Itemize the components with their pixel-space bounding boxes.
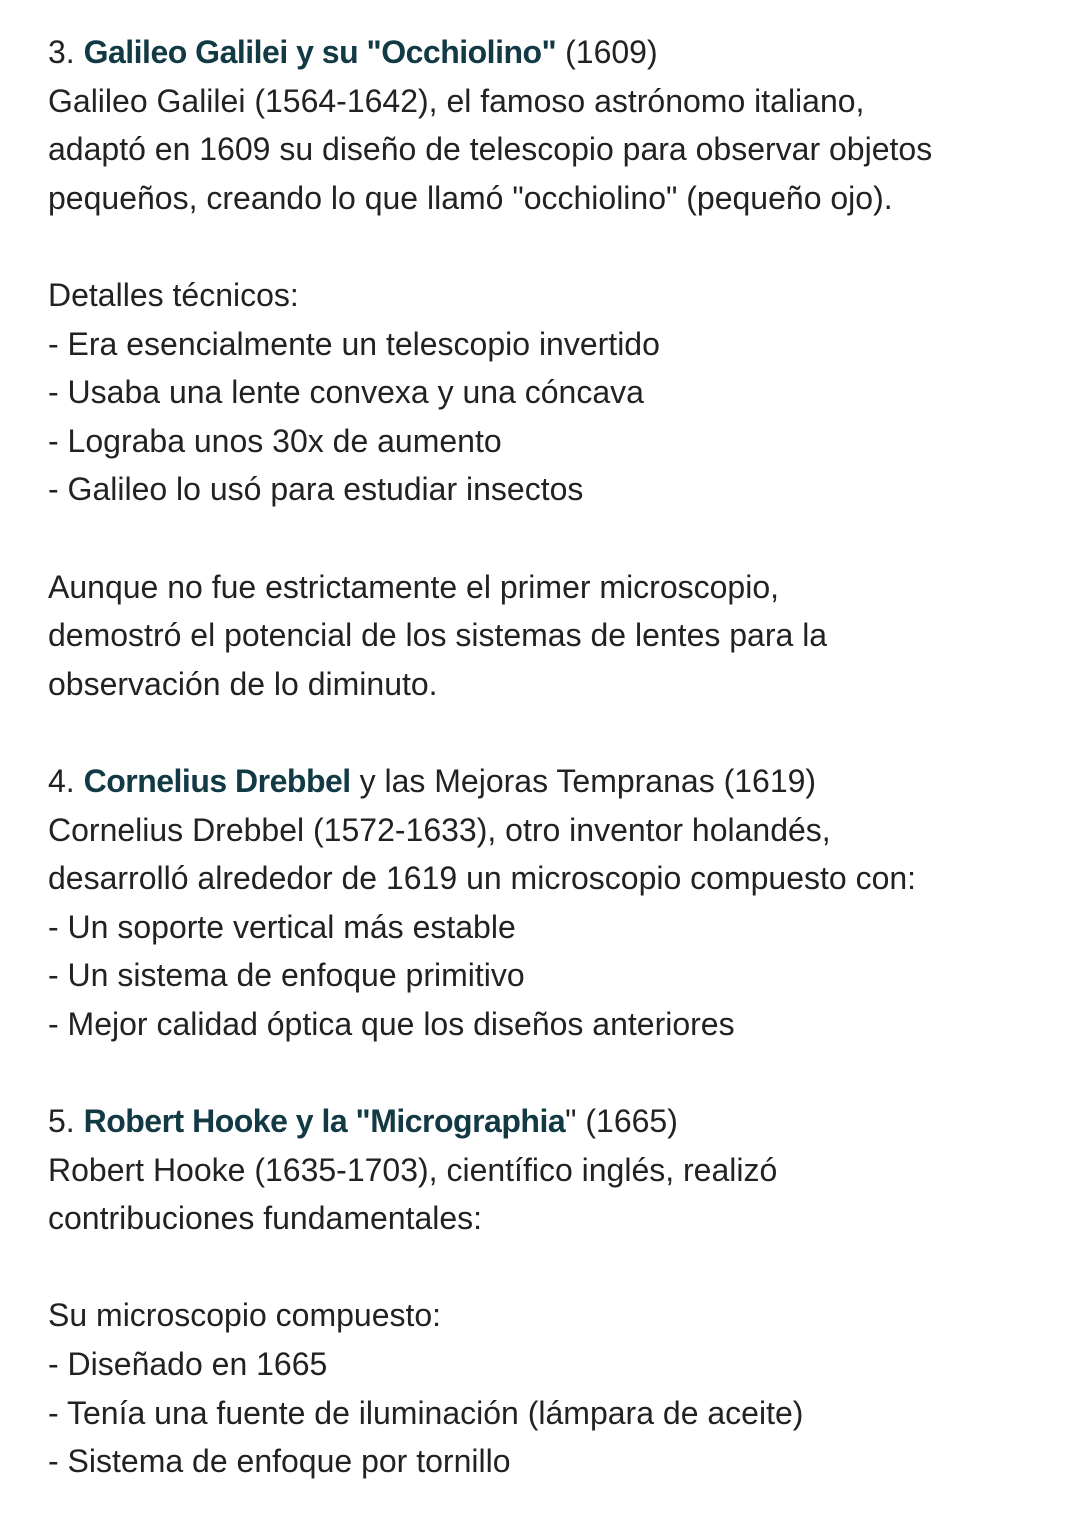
heading-rest: " (1665) (565, 1103, 678, 1140)
heading-title: Cornelius Drebbel (83, 762, 351, 799)
paragraph-line: contribuciones fundamentales: (48, 1200, 483, 1237)
list-item: - Galileo lo usó para estudiar insectos (48, 471, 584, 508)
blank-line (48, 1048, 932, 1097)
heading-title: Robert Hooke y la "Micrographia (83, 1103, 566, 1140)
heading-title: Galileo Galilei y su "Occhiolino" (83, 34, 557, 70)
list-item: - Era esencialmente un telescopio invertido (48, 325, 660, 362)
paragraph-line: demostró el potencial de los sistemas de lentes para la (48, 617, 828, 654)
paragraph-line: Galileo Galilei (1564-1642), el famoso astrónomo italiano, (48, 82, 865, 119)
list-item: - Un soporte vertical más estable (48, 908, 516, 945)
blank-line (48, 708, 932, 757)
list-item: - Sistema de enfoque por tornillo (48, 1443, 511, 1480)
details-label: Detalles técnicos: (48, 276, 299, 313)
blank-line (48, 222, 932, 271)
list-item: - Diseñado en 1665 (48, 1346, 328, 1383)
heading-number: 5. (48, 1103, 84, 1140)
heading-year: (1609) (556, 34, 658, 70)
heading-number: 4. (48, 762, 84, 799)
microscope-label: Su microscopio compuesto: (48, 1297, 442, 1334)
paragraph-line: Robert Hooke (1635-1703), científico inglés, realizó (48, 1151, 778, 1188)
blank-line (48, 514, 932, 563)
paragraph-line: adaptó en 1609 su diseño de telescopio para observar objetos (48, 131, 933, 168)
list-item: - Un sistema de enfoque primitivo (48, 957, 525, 994)
section-5-heading (48, 1097, 932, 1146)
paragraph-line: Cornelius Drebbel (1572-1633), otro inventor holandés, (48, 811, 831, 848)
heading-rest: y las Mejoras Tempranas (1619) (350, 762, 817, 799)
list-item: - Usaba una lente convexa y una cóncava (48, 374, 644, 411)
list-item: - Mejor calidad óptica que los diseños anteriores (48, 1005, 735, 1042)
paragraph-line: observación de lo diminuto. (48, 665, 438, 702)
paragraph-line: Aunque no fue estrictamente el primer microscopio, (48, 568, 780, 605)
paragraph-line: pequeños, creando lo que llamó "occhiolino" (pequeño ojo). (48, 179, 893, 216)
blank-line (48, 1243, 932, 1292)
paragraph-line: desarrolló alrededor de 1619 un microscopio compuesto con: (48, 860, 917, 897)
list-item: - Tenía una fuente de iluminación (lámpara de aceite) (48, 1394, 804, 1431)
document-body (48, 28, 932, 1486)
heading-number: 3. (48, 34, 84, 70)
list-item: - Lograba unos 30x de aumento (48, 422, 502, 459)
section-4-heading (48, 757, 932, 806)
section-3-heading (48, 28, 932, 77)
